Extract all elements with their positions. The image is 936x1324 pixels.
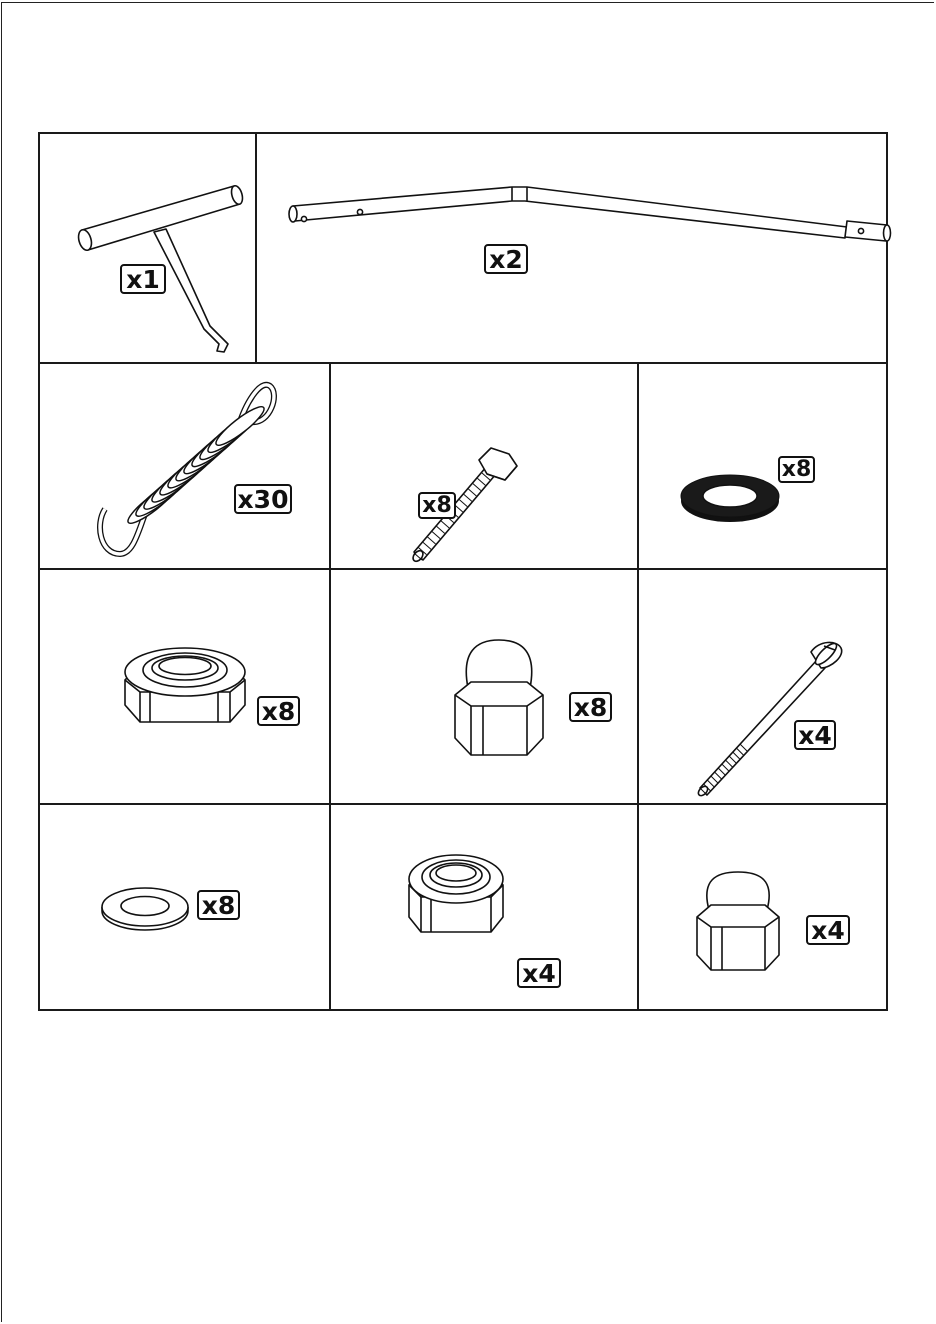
quantity-badge: x4 <box>806 915 850 945</box>
quantity-badge: x8 <box>418 492 456 519</box>
flat-washer-icon <box>40 805 329 1009</box>
part-cell-cap-nut-large <box>331 570 637 803</box>
hex-bolt-icon <box>331 364 637 568</box>
part-cell-flat-washer <box>40 805 329 1009</box>
part-cell-long-bolt <box>639 570 888 803</box>
curved-tube-icon <box>257 134 888 362</box>
quantity-badge: x8 <box>197 890 240 920</box>
hex-nut-icon <box>331 805 637 1009</box>
part-cell-hex-nut-small <box>331 805 637 1009</box>
quantity-badge: x4 <box>517 958 561 988</box>
t-handle-tool-icon <box>40 134 255 362</box>
hex-nut-icon <box>40 570 329 803</box>
quantity-badge: x4 <box>794 720 836 750</box>
spring-coil <box>212 402 268 450</box>
part-cell-hex-bolt <box>331 364 637 568</box>
part-cell-thick-washer <box>639 364 888 568</box>
quantity-badge: x2 <box>484 244 528 274</box>
part-cell-spring <box>40 364 329 568</box>
quantity-badge: x8 <box>569 692 612 722</box>
quantity-badge: x1 <box>120 264 166 294</box>
quantity-badge: x8 <box>778 456 815 483</box>
part-cell-cap-nut-small <box>639 805 888 1009</box>
part-cell-t-handle-tool <box>40 134 255 362</box>
part-cell-hex-nut-large <box>40 570 329 803</box>
cap-nut-icon <box>331 570 637 803</box>
parts-grid <box>38 132 888 1011</box>
spring-icon <box>40 364 329 568</box>
part-cell-frame-tube <box>257 134 888 362</box>
thick-washer-icon <box>639 364 888 568</box>
quantity-badge: x30 <box>234 484 292 514</box>
cap-nut-icon <box>639 805 888 1009</box>
quantity-badge: x8 <box>257 696 300 726</box>
long-bolt-icon <box>639 570 888 803</box>
